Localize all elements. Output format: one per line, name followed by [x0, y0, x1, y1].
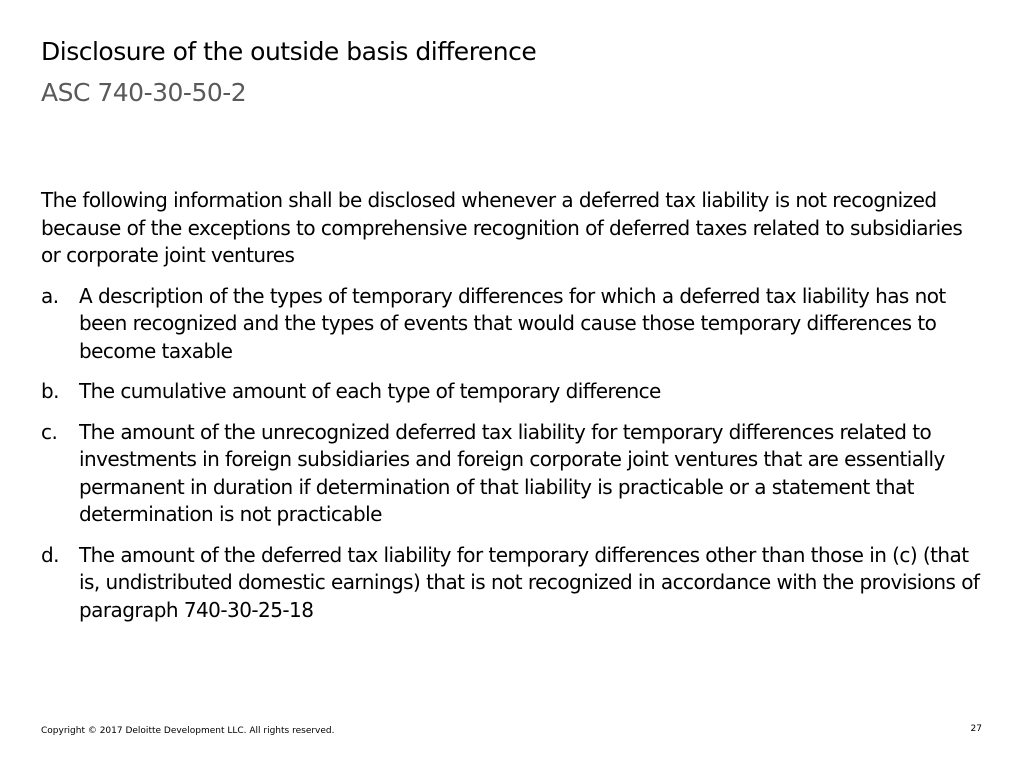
- list-item-text: A description of the types of temporary differences for which a deferred tax liability has not been recognized and the types of events that would cause those temporary differences to become taxable: [79, 283, 946, 363]
- list-item: [41, 378, 981, 406]
- intro-paragraph: The following information shall be disclosed whenever a deferred tax liability is not recognized because of the exceptions to comprehensive recognition of deferred taxes related to subsidiaries or corporate joint ventures: [41, 188, 963, 267]
- slide-subtitle: ASC 740-30-50-2: [41, 78, 247, 107]
- list-item-marker: b.: [41, 379, 59, 403]
- list-item: [41, 283, 981, 366]
- list-item-text: The cumulative amount of each type of temporary difference: [79, 379, 661, 403]
- slide-body: [41, 187, 981, 637]
- list-item: [41, 542, 981, 625]
- list-item-text: The amount of the deferred tax liability for temporary differences other than those in (c) (that is, undistributed domestic earnings) that is not recognized in accordance with the provisions of paragraph 740-30-25-18: [79, 542, 980, 622]
- copyright-footer: Copyright © 2017 Deloitte Development LLC. All rights reserved.: [41, 726, 335, 736]
- list-item-marker: a.: [41, 283, 59, 308]
- disclosure-list: [41, 283, 981, 625]
- list-item-marker: c.: [41, 419, 58, 444]
- list-item: [41, 419, 981, 529]
- slide-title: Disclosure of the outside basis difference: [41, 37, 537, 66]
- page-number: 27: [970, 724, 982, 734]
- list-item-marker: d.: [41, 542, 59, 567]
- list-item-text: The amount of the unrecognized deferred tax liability for temporary differences related to investments in foreign subsidiaries and foreign corporate joint ventures that are essentially permanent in duration if determination of that liability is practicable or a statement that determination is not practicable: [79, 419, 945, 526]
